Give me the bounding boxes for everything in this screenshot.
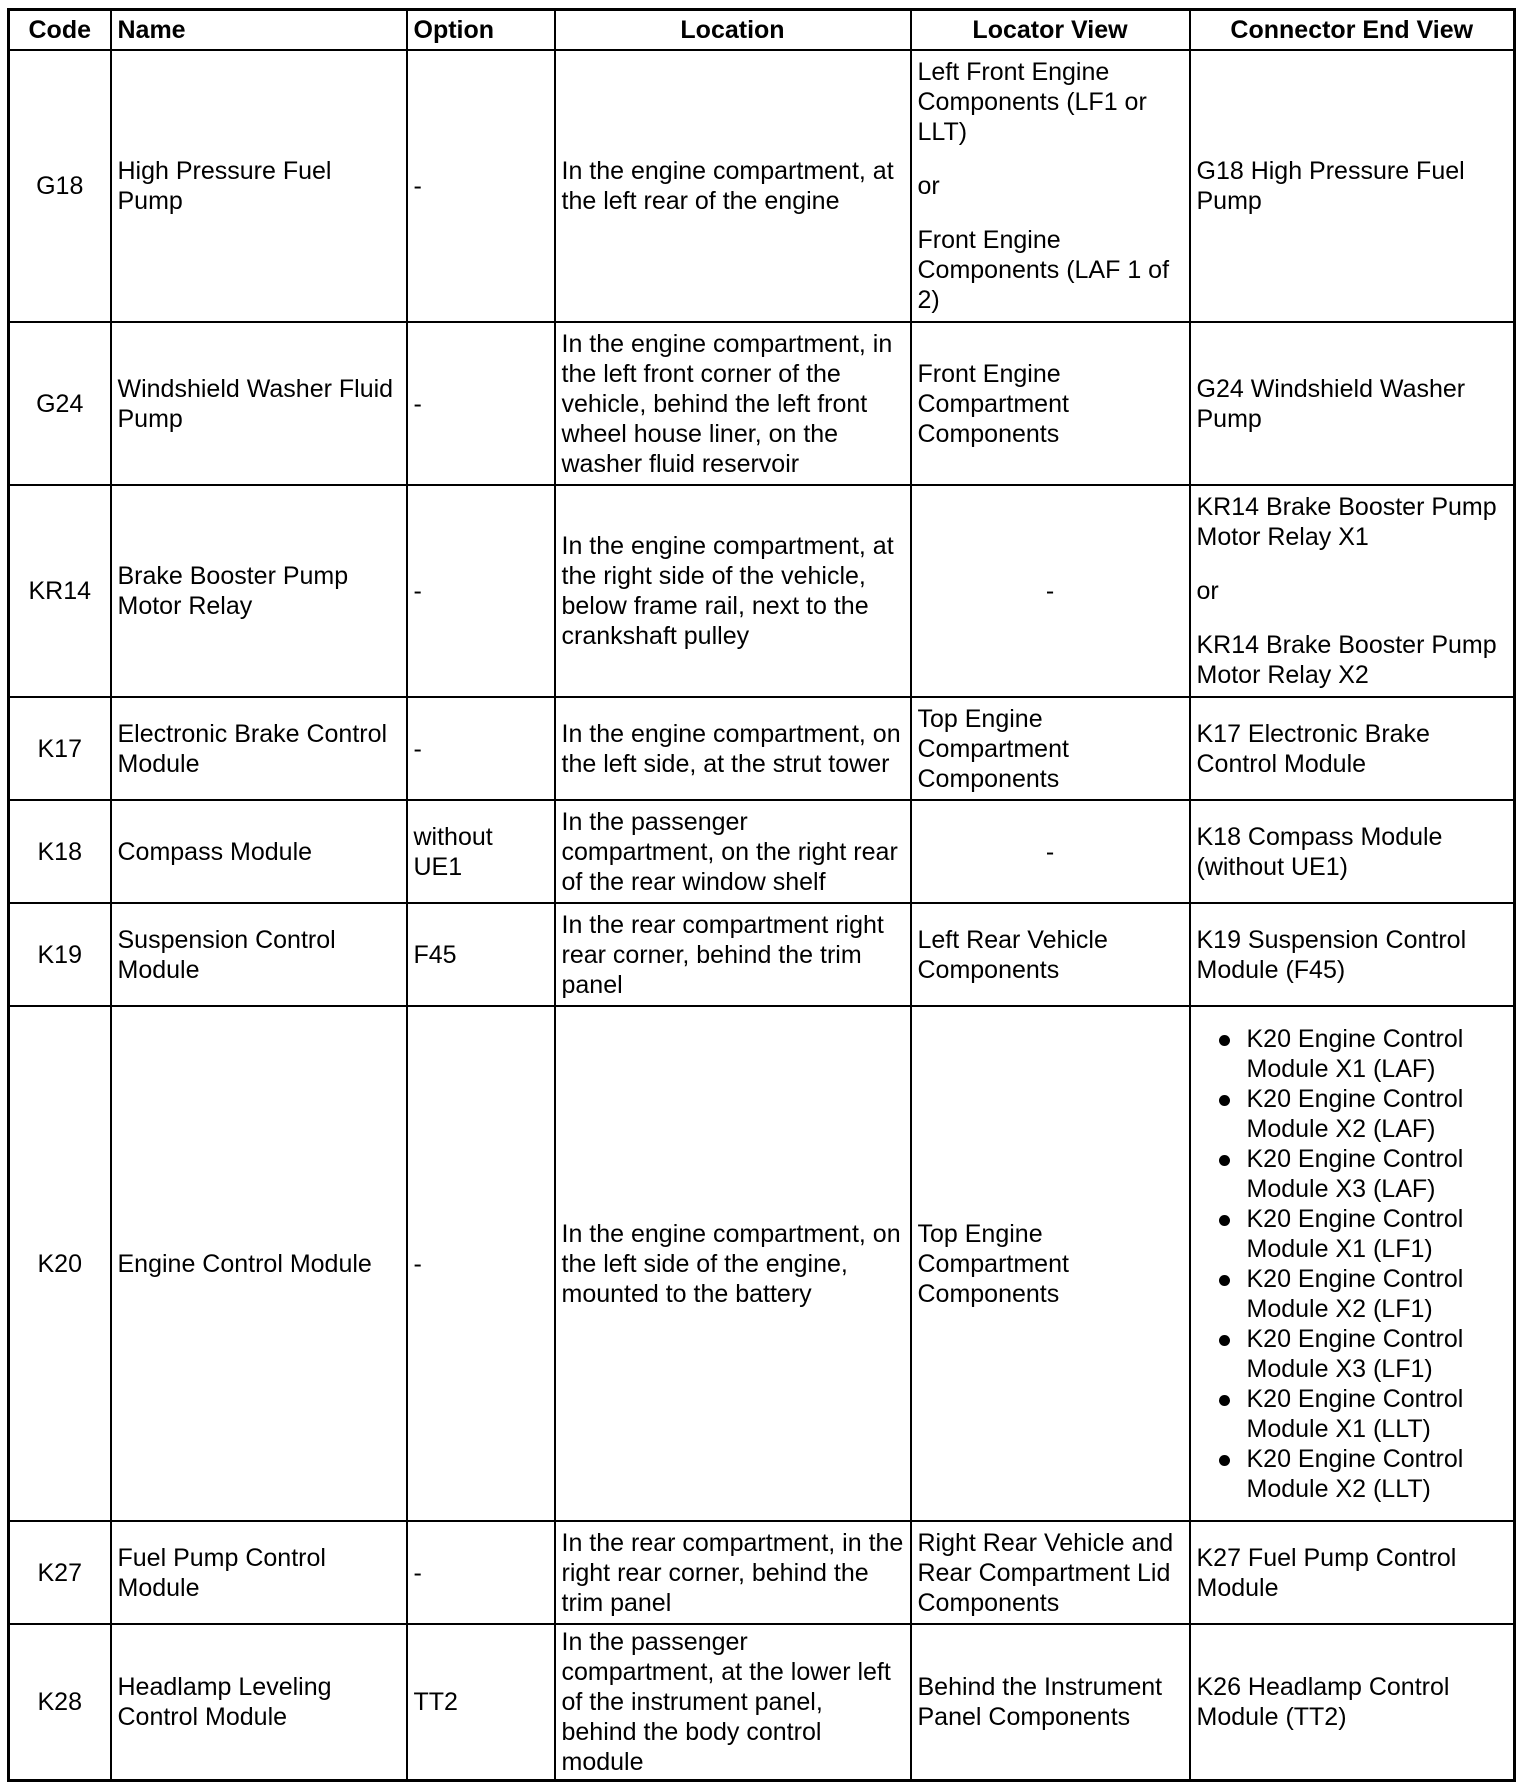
- cell-name: Headlamp Leveling Control Module: [111, 1624, 407, 1781]
- locator-view-line: Front Engine Components (LAF 1 of 2): [917, 226, 1170, 314]
- cell-location: In the engine compartment, at the left rear of the engine: [555, 50, 911, 322]
- cell-code: K17: [9, 697, 111, 800]
- cell-locator-view: Top Engine Compartment Components: [911, 697, 1190, 800]
- cell-code: K19: [9, 903, 111, 1006]
- cell-location: In the passenger compartment, at the lower left of the instrument panel, behind the body control module: [555, 1624, 911, 1781]
- header-code: Code: [9, 10, 111, 51]
- cell-connector-end-view: G18 High Pressure Fuel Pump: [1190, 50, 1515, 322]
- cell-locator-view: Front Engine Compartment Components: [911, 322, 1190, 485]
- cell-locator-view: -: [911, 800, 1190, 903]
- table-row: [9, 485, 1515, 697]
- header-connector-end-view: Connector End View: [1190, 10, 1515, 51]
- cell-connector-end-view: K19 Suspension Control Module (F45): [1190, 903, 1515, 1006]
- cell-location: In the engine compartment, at the right side of the vehicle, below frame rail, next to the crankshaft pulley: [555, 485, 911, 697]
- header-locator-view: Locator View: [911, 10, 1190, 51]
- cell-location: In the rear compartment right rear corner, behind the trim panel: [555, 903, 911, 1006]
- table-row: [9, 697, 1515, 800]
- connector-view-line: KR14 Brake Booster Pump Motor Relay X2: [1196, 631, 1497, 689]
- cell-connector-end-view: K27 Fuel Pump Control Module: [1190, 1521, 1515, 1624]
- cell-location: In the engine compartment, on the left side, at the strut tower: [555, 697, 911, 800]
- locator-view-or: or: [917, 172, 940, 200]
- table-row: [9, 903, 1515, 1006]
- cell-code: K20: [9, 1006, 111, 1521]
- cell-code: K18: [9, 800, 111, 903]
- cell-option: -: [407, 50, 555, 322]
- table-row: [9, 800, 1515, 903]
- cell-connector-end-view: K26 Headlamp Control Module (TT2): [1190, 1624, 1515, 1781]
- cell-location: In the engine compartment, on the left side of the engine, mounted to the battery: [555, 1006, 911, 1521]
- cell-option: -: [407, 1006, 555, 1521]
- list-item: K20 Engine Control Module X2 (LLT): [1197, 1444, 1508, 1504]
- cell-connector-end-view: K17 Electronic Brake Control Module: [1190, 697, 1515, 800]
- list-item: K20 Engine Control Module X2 (LAF): [1197, 1084, 1508, 1144]
- cell-name: Suspension Control Module: [111, 903, 407, 1006]
- header-row: [9, 10, 1515, 51]
- cell-code: G18: [9, 50, 111, 322]
- cell-connector-end-view: K18 Compass Module (without UE1): [1190, 800, 1515, 903]
- cell-connector-end-view: G24 Windshield Washer Pump: [1190, 322, 1515, 485]
- connector-view-line: KR14 Brake Booster Pump Motor Relay X1: [1196, 493, 1497, 551]
- cell-connector-end-view: [1190, 1006, 1515, 1521]
- connector-bullet-list: [1197, 1024, 1508, 1504]
- cell-locator-view: Top Engine Compartment Components: [911, 1006, 1190, 1521]
- cell-option: -: [407, 697, 555, 800]
- cell-location: In the rear compartment, in the right rear corner, behind the trim panel: [555, 1521, 911, 1624]
- list-item: K20 Engine Control Module X3 (LF1): [1197, 1324, 1508, 1384]
- table-row: [9, 1624, 1515, 1781]
- table-row: [9, 50, 1515, 322]
- header-option: Option: [407, 10, 555, 51]
- cell-name: Windshield Washer Fluid Pump: [111, 322, 407, 485]
- cell-option: -: [407, 322, 555, 485]
- component-locator-table: [7, 8, 1516, 1782]
- cell-name: High Pressure Fuel Pump: [111, 50, 407, 322]
- cell-name: Engine Control Module: [111, 1006, 407, 1521]
- cell-locator-view: -: [911, 485, 1190, 697]
- cell-code: KR14: [9, 485, 111, 697]
- cell-name: Fuel Pump Control Module: [111, 1521, 407, 1624]
- list-item: K20 Engine Control Module X1 (LAF): [1197, 1024, 1508, 1084]
- connector-view-or: or: [1196, 577, 1219, 605]
- list-item: K20 Engine Control Module X1 (LLT): [1197, 1384, 1508, 1444]
- cell-code: K27: [9, 1521, 111, 1624]
- cell-code: K28: [9, 1624, 111, 1781]
- cell-locator-view: Behind the Instrument Panel Components: [911, 1624, 1190, 1781]
- cell-option: TT2: [407, 1624, 555, 1781]
- cell-location: In the passenger compartment, on the right rear of the rear window shelf: [555, 800, 911, 903]
- table-row: [9, 322, 1515, 485]
- cell-code: G24: [9, 322, 111, 485]
- cell-option: without UE1: [407, 800, 555, 903]
- cell-option: -: [407, 485, 555, 697]
- header-name: Name: [111, 10, 407, 51]
- cell-location: In the engine compartment, in the left front corner of the vehicle, behind the left front wheel house liner, on the washer fluid reservoir: [555, 322, 911, 485]
- cell-connector-end-view: [1190, 485, 1515, 697]
- table-row: [9, 1521, 1515, 1624]
- cell-option: -: [407, 1521, 555, 1624]
- cell-name: Electronic Brake Control Module: [111, 697, 407, 800]
- cell-locator-view: [911, 50, 1190, 322]
- list-item: K20 Engine Control Module X2 (LF1): [1197, 1264, 1508, 1324]
- cell-locator-view: Right Rear Vehicle and Rear Compartment Lid Components: [911, 1521, 1190, 1624]
- cell-name: Compass Module: [111, 800, 407, 903]
- header-location: Location: [555, 10, 911, 51]
- cell-name: Brake Booster Pump Motor Relay: [111, 485, 407, 697]
- list-item: K20 Engine Control Module X3 (LAF): [1197, 1144, 1508, 1204]
- cell-option: F45: [407, 903, 555, 1006]
- table-row: [9, 1006, 1515, 1521]
- list-item: K20 Engine Control Module X1 (LF1): [1197, 1204, 1508, 1264]
- locator-view-line: Left Front Engine Components (LF1 or LLT): [917, 58, 1147, 146]
- cell-locator-view: Left Rear Vehicle Components: [911, 903, 1190, 1006]
